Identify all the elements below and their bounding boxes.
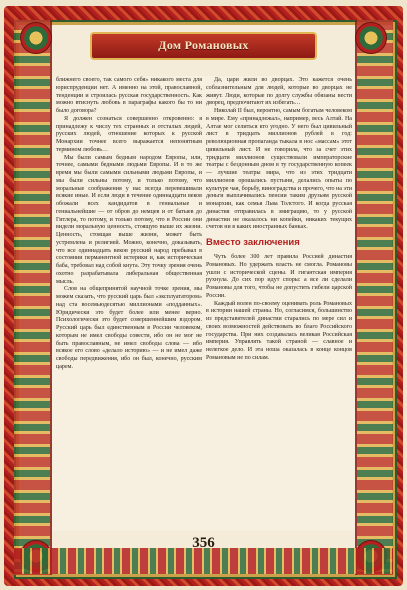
page-number: 356 — [192, 535, 215, 551]
paragraph: Слов на общепринятой научной точке зрения, мы можем сказать, что русский царь был «эксплуататором» над ста восемьюдесятью миллионами «подданных». Юридически это будет более или менее верно. Психологически это будет совершеннейшим вздором. Русский царь был единственным в России человеком, которым не имел свободы совести, ибо он не мог не быть православным, не имел свободы слова — ибо всякое его слово «делало историю» — и не имел даже свободы передвижения, ибо он был, конечно, русским царем. — [56, 286, 202, 370]
paragraph: ближнего своего, так самого себя» никакого места для юриспруденции нет. А именно на этой, православной, тенденции и строилась русская государственность. Как можно втиснуть любовь в параграфы какого бы то ни было договора? — [56, 77, 202, 114]
paragraph: Я должен сознаться совершенно откровенно: я принадлежу к числу тех странных и отсталых людей, русских людей, отношение которых к русской Монархии точнее всего выражается непонятным термином любовь… — [56, 115, 202, 153]
paragraph: Да, цари жили во дворцах. Это кажется очень соблазнительным для людей, которые во дворцах не живут. Люди, которые по долгу службы обязаны вести дворец, предпочитают их избегать… — [206, 77, 352, 107]
right-text-column — [206, 77, 352, 363]
paragraph: Николай II был, вероятно, самым богатым человеком в мире. Ему «принадлежал», например, весь Алтай. На Алтае мог селиться кто угодно. У него был цивильный лист в тридцать миллионов рублей в год: революционная пропаганда тыкала в нос «массам» этот цивильный лист. И не говорила, что за счет этих тридцати миллионов существовали императорские театры с бездонным дном в ту государственную копеек — лучшие театры мира, что из этих тридцати миллионов орошались пустыни, делались опыты по культуре чая, борьбу, виноградства и прочего, что на эти деньги выплачивались пенсии таким друзьям русской монархии, как семья Льва Толстого. И когда русская династия отправилась в эмиграцию, то у русской династии не оказалось ни копейки, никаких текущих счетов ни в каких иностранных банках. — [206, 108, 352, 231]
section-heading: Вместо заключения — [206, 237, 300, 248]
header-banner — [90, 26, 317, 72]
paragraph: Каждый волен по-своему оценивать роль Романовых в истории нашей страны. Но, согласимся, большинство из представителей династии старались по мере сил и своих возможностей действовать во благо Российского государства. При них создавалась великая Российская империя. Управлять такой страной — славное и нелегкое дело. И эта ноша оказалась в конце концов Романовым не по силам. — [206, 300, 352, 361]
paragraph: Мы были самым бедным народом Европы, или, точнее, самыми бедными людьми Европы. И в то же время мы были самыми сильными людьми Европы, и мы были сильны потому, и только потому, что моральные соображения у нас всегда перевешивали всякие иные. И если люди в течение одиннадцати веков обожали всех кандидатов в гениальные и гениальнейшие — от обров до немцев и от батыев до Гитлера, то потому, и только потому, что в России они видели моральную ценность, стоящую выше их жизни. Ценность, стоящая выше жизни, может быть устремлена и религией. Можно, конечно, доказывать, что все одиннадцать веков русский народ пребывал в состоянии перманентной истерики и, как историческая баба, требовал над собой кнута. Эту точку зрения очень охотно разрабатывала либеральная общественная мысль. — [56, 154, 202, 285]
right-ornament-border — [355, 20, 393, 575]
left-ornament-border — [14, 20, 52, 575]
paragraph: Чуть более 300 лет правила Россией династия Романовых. Но удержать власть не смогла. Романовы ушли с исторической сцены. И гигантская империя рухнула. До сих пор идут споры: а все ли сделали Романовы для того, чтобы не допустить гибели царской России. — [206, 254, 352, 299]
running-title: Дом Романовых — [158, 38, 249, 52]
corner-rosette-icon — [355, 22, 387, 54]
page-footer — [52, 533, 355, 563]
corner-rosette-icon — [20, 22, 52, 54]
left-text-column — [56, 77, 202, 372]
